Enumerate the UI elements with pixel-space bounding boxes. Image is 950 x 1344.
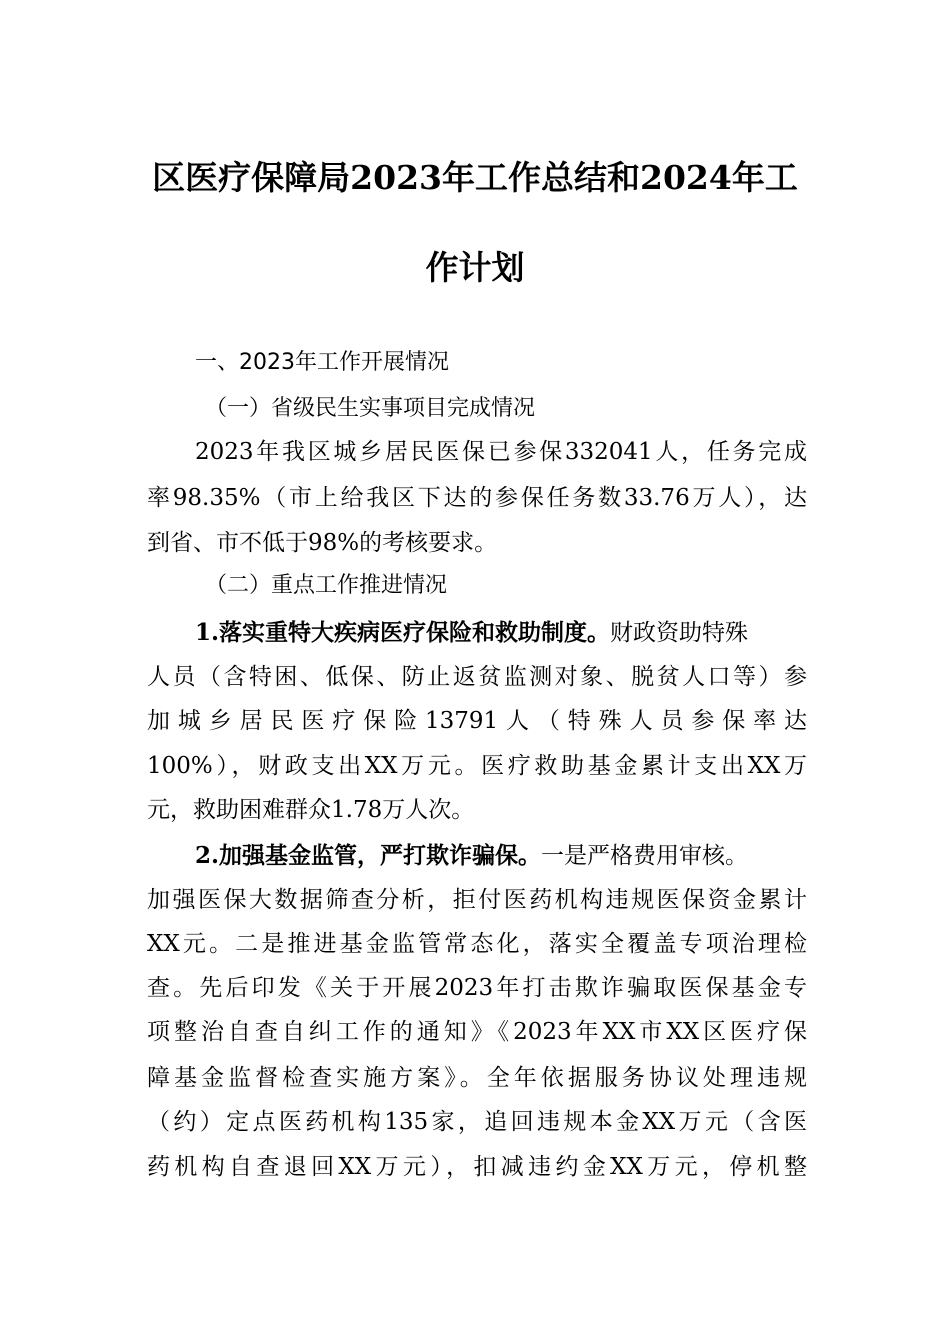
item-1-bold-title: 1.落实重特大疾病医疗保险和救助制度。 <box>195 619 611 646</box>
subsection-2-heading: （二）重点工作推进情况 <box>205 573 448 598</box>
paragraph-1-line-1: 2023年我区城乡居民医保已参保332041人，任务完成 <box>195 439 807 465</box>
item-1-line-4: 100%），财政支出XX万元。医疗救助基金累计支出XX万 <box>147 753 807 779</box>
item-2-bold-title: 2.加强基金监管，严打欺诈骗保。 <box>195 842 542 869</box>
section-1-heading: 一、2023年工作开展情况 <box>195 350 449 375</box>
subsection-1-heading: （一）省级民生实事项目完成情况 <box>205 396 536 421</box>
item-2-line-5: 项整治自查自纠工作的通知》《2023年XX市XX区医疗保 <box>147 1019 807 1045</box>
item-1-line-1 <box>195 617 807 649</box>
item-1-line-2: 人员（含特困、低保、防止返贫监测对象、脱贫人口等）参 <box>147 664 807 690</box>
document-title-line-2: 作计划 <box>425 248 525 287</box>
item-2-line-4: 查。先后印发《关于开展2023年打击欺诈骗取医保基金专 <box>147 975 807 1001</box>
item-2-line-7: （约）定点医药机构135家，追回违规本金XX万元（含医 <box>147 1109 807 1135</box>
item-2-line-2: 加强医保大数据筛查分析，拒付医药机构违规医保资金累计 <box>147 887 807 913</box>
paragraph-1-line-3: 到省、市不低于98%的考核要求。 <box>147 530 498 556</box>
item-2-text-start: 一是严格费用审核。 <box>541 843 749 869</box>
document-title-line-1: 区医疗保障局2023年工作总结和2024年工 <box>152 158 798 197</box>
item-2-line-8: 药机构自查退回XX万元），扣减违约金XX万元，停机整 <box>147 1154 807 1180</box>
item-1-line-3: 加城乡居民医疗保险13791人（特殊人员参保率达 <box>147 708 807 734</box>
item-2-line-6: 障基金监督检查实施方案》。全年依据服务协议处理违规 <box>147 1065 807 1091</box>
item-2-line-1 <box>195 840 807 872</box>
paragraph-1-line-2: 率98.35%（市上给我区下达的参保任务数33.76万人），达 <box>147 485 807 511</box>
item-1-text-start: 财政资助特殊 <box>610 620 749 646</box>
item-1-line-5: 元，救助困难群众1.78万人次。 <box>147 797 475 823</box>
item-2-line-3: XX元。二是推进基金监管常态化，落实全覆盖专项治理检 <box>147 931 807 957</box>
